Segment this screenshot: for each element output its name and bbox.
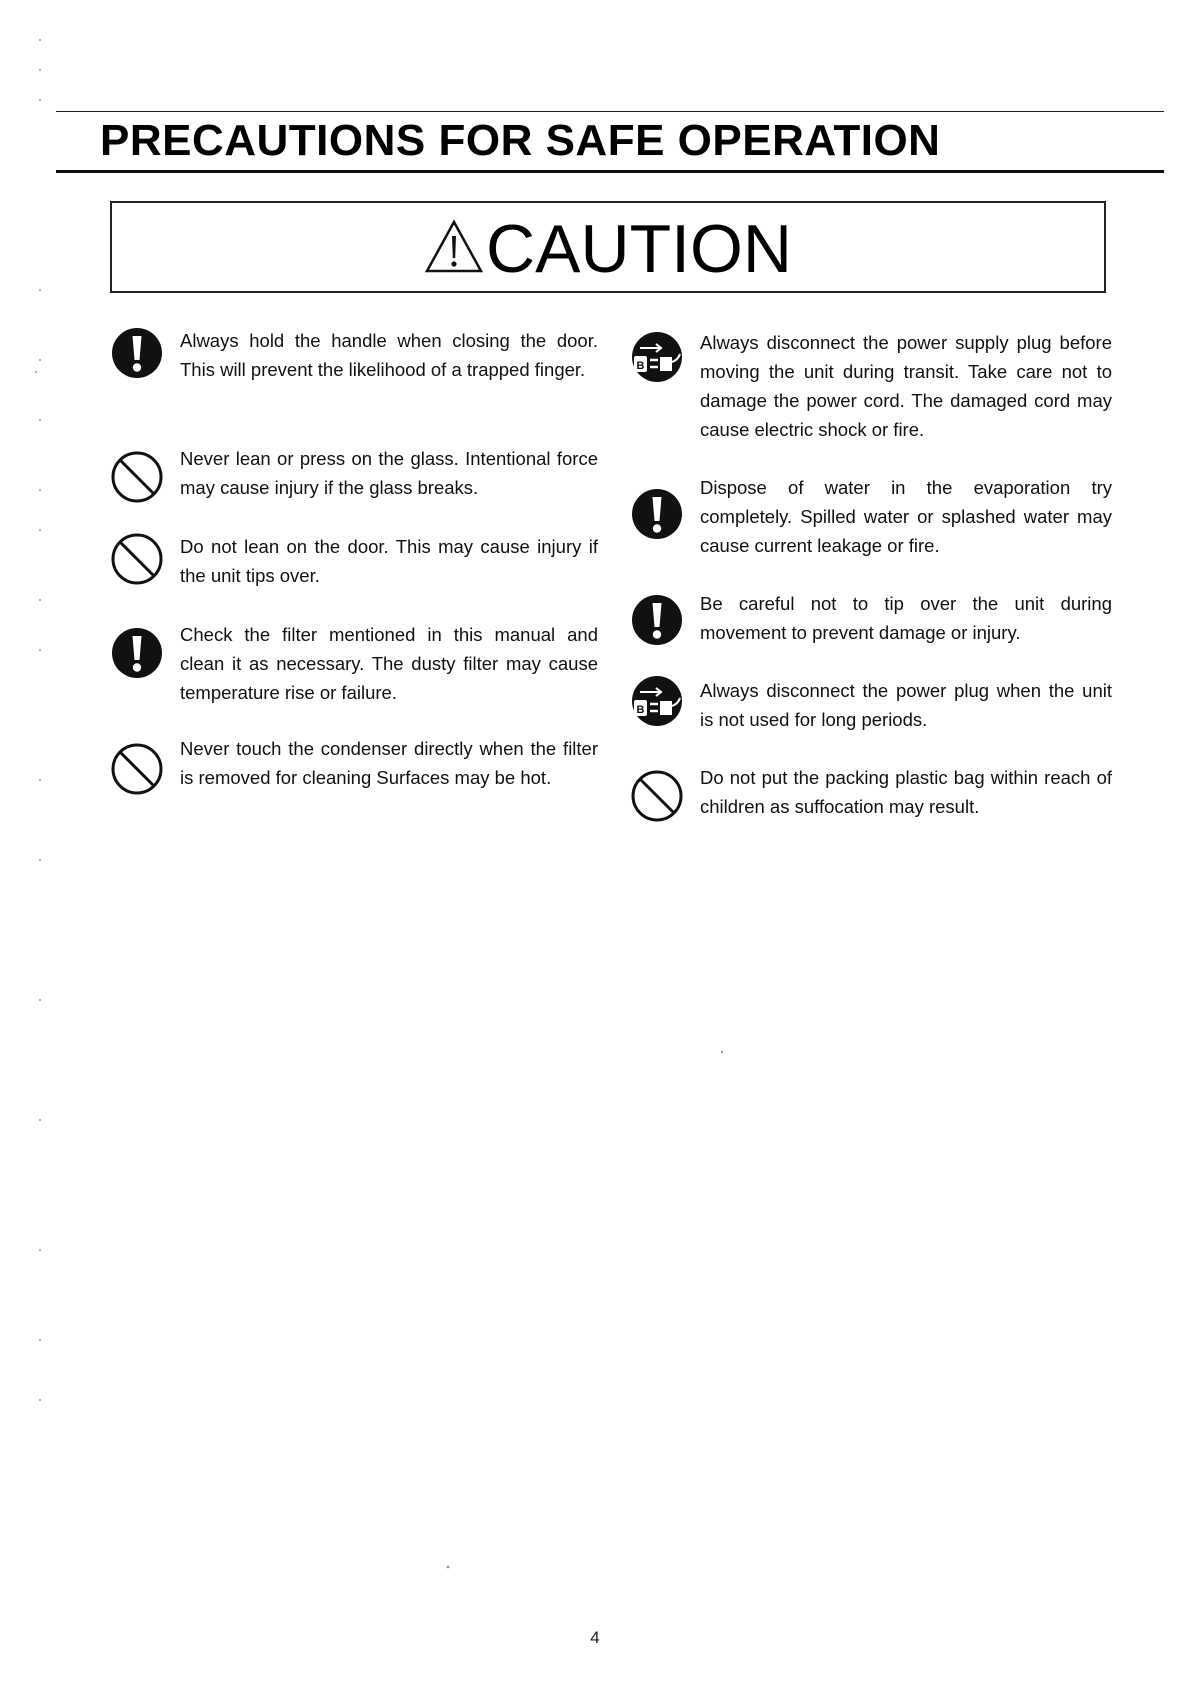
prohibition-icon [110,742,164,796]
mandatory-exclamation-icon [630,487,684,541]
mandatory-exclamation-icon [630,593,684,647]
precaution-text: Always hold the handle when closing the door. This will prevent the likelihood of a trapped finger. [180,330,598,380]
mandatory-exclamation-icon [110,326,164,380]
unplug-icon [630,330,684,384]
precaution-text: Dispose of water in the evaporation try completely. Spilled water or splashed water may cause current leakage or fire. [700,477,1112,556]
prohibition-icon [110,450,164,504]
precaution-text: Always disconnect the power plug when the unit is not used for long periods. [700,680,1112,730]
prohibition-icon [630,769,684,823]
caution-banner [110,201,1106,293]
precaution-text: Never touch the condenser directly when the filter is removed for cleaning Surfaces may be hot. [180,738,598,788]
title-rule-bottom [56,170,1164,173]
precaution-text: Do not lean on the door. This may cause injury if the unit tips over. [180,536,598,586]
precaution-text: Never lean or press on the glass. Intentional force may cause injury if the glass breaks. [180,448,598,498]
page-number: 4 [590,1628,600,1647]
mandatory-exclamation-icon [110,626,164,680]
precaution-text: Always disconnect the power supply plug before moving the unit during transit. Take care not to damage the power cord. The damaged cord may cause electric shock or fire. [700,332,1112,440]
precaution-text: Check the filter mentioned in this manual and clean it as necessary. The dusty filter may cause temperature rise or failure. [180,624,598,703]
warning-triangle-icon [424,218,484,274]
precaution-text: Be careful not to tip over the unit during movement to prevent damage or injury. [700,593,1112,643]
title-rule-top [56,111,1164,112]
unplug-icon [630,674,684,728]
page-title: PRECAUTIONS FOR SAFE OPERATION [100,116,941,165]
prohibition-icon [110,532,164,586]
caution-heading: CAUTION [486,211,792,287]
precaution-text: Do not put the packing plastic bag within reach of children as suffocation may result. [700,767,1112,817]
